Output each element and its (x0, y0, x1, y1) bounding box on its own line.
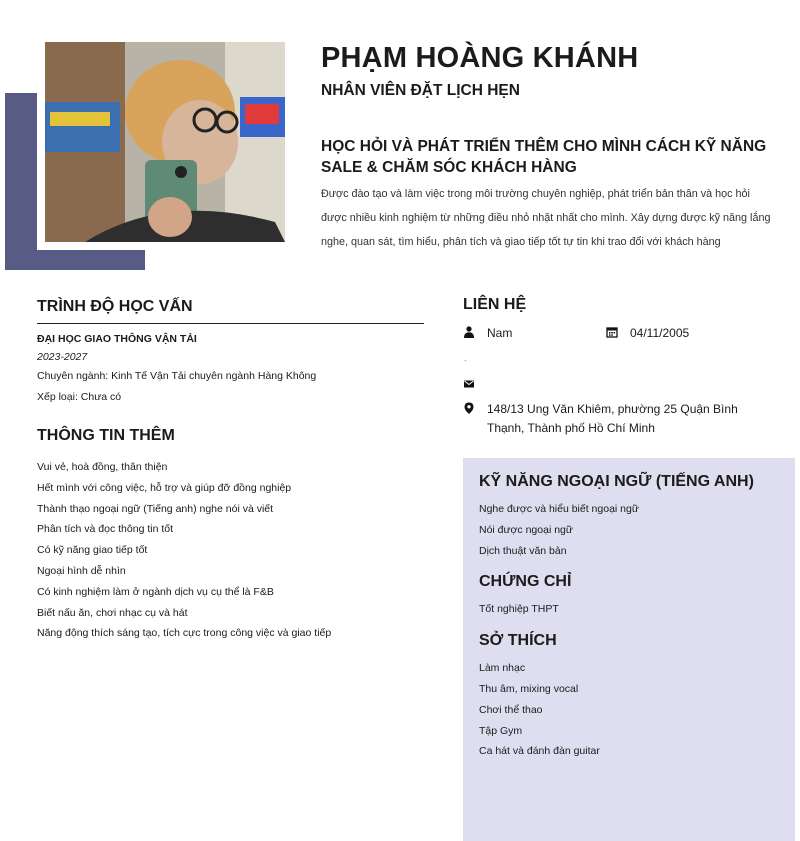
list-item: Tốt nghiệp THPT (479, 603, 559, 616)
more-info-section (37, 427, 437, 644)
person-icon (463, 324, 475, 338)
education-section (37, 298, 424, 405)
certificates-list (479, 599, 779, 620)
contact-address-row (463, 400, 763, 438)
contact-heading: LIÊN HỆ (463, 296, 527, 313)
list-item: Thành thạo ngoại ngữ (Tiếng anh) nghe nói và viết (37, 502, 274, 515)
list-item: Thu âm, mixing vocal (479, 682, 579, 695)
contact-section (463, 296, 783, 435)
job-title: NHÂN VIÊN ĐẶT LỊCH HẸN (321, 82, 520, 99)
calendar-icon (606, 324, 618, 338)
email-icon (463, 376, 475, 390)
education-grade: Xếp loại: Chưa có (37, 391, 122, 403)
contact-phone-row (463, 348, 487, 362)
education-years: 2023-2027 (37, 351, 88, 363)
contact-birthday-row (606, 324, 689, 343)
list-item: Phân tích và đọc thông tin tốt (37, 523, 174, 536)
list-item: Dịch thuật văn bản (479, 544, 567, 557)
list-item: Ngoại hình dễ nhìn (37, 564, 126, 577)
certificates-heading: CHỨNG CHỈ (479, 573, 572, 591)
contact-gender-row (463, 324, 512, 343)
hobbies-section (479, 632, 779, 762)
list-item: Biết nấu ăn, chơi nhạc cụ và hát (37, 606, 188, 619)
list-item: Tập Gym (479, 724, 523, 737)
languages-section (479, 473, 779, 561)
more-info-heading: THÔNG TIN THÊM (37, 427, 175, 444)
list-item: Vui vẻ, hoà đồng, thân thiện (37, 461, 168, 473)
more-info-list (37, 457, 437, 644)
profile-photo (37, 34, 293, 250)
education-major: Chuyên ngành: Kinh Tế Vận Tải chuyên ngành Hàng Không (37, 370, 317, 382)
list-item: Nghe được và hiểu biết ngoại ngữ (479, 503, 639, 515)
list-item: Có kỹ năng giao tiếp tốt (37, 544, 148, 557)
contact-gender: Nam (487, 326, 513, 340)
languages-heading: KỸ NĂNG NGOẠI NGỮ (TIẾNG ANH) (479, 473, 754, 490)
languages-list (479, 499, 779, 561)
contact-birthday: 04/11/2005 (630, 326, 690, 340)
candidate-name: PHẠM HOÀNG KHÁNH (321, 42, 639, 74)
education-heading: TRÌNH ĐỘ HỌC VẤN (37, 298, 424, 324)
hobbies-heading: SỞ THÍCH (479, 632, 557, 650)
objective-title: HỌC HỎI VÀ PHÁT TRIỂN THÊM CHO MÌNH CÁCH KỸ NĂNG SALE & CHĂM SÓC KHÁCH HÀNG (321, 138, 767, 176)
list-item: Ca hát và đánh đàn guitar (479, 745, 600, 758)
certificates-section (479, 573, 779, 620)
contact-email-row (463, 376, 487, 390)
skills-panel (463, 458, 795, 841)
list-item: Nói được ngoại ngữ (479, 523, 573, 536)
phone-icon (463, 348, 475, 362)
list-item: Hết mình với công việc, hỗ trợ và giúp đỡ đồng nghiệp (37, 481, 292, 494)
list-item: Có kinh nghiệm làm ở ngành dịch vụ cụ thể là F&B (37, 585, 274, 598)
education-school: ĐẠI HỌC GIAO THÔNG VẬN TẢI (37, 333, 197, 345)
list-item: Làm nhạc (479, 662, 526, 675)
hobbies-list (479, 658, 779, 762)
objective-text: Được đào tạo và làm việc trong môi trường chuyên nghiệp, phát triển bản thân và học hỏi được nhiều kinh nghiệm từ những điều nhỏ nhặt nhất cho mình. Xây dựng được kỹ năng lắng nghe, quan sát, tìm hiểu, phân tích và giao tiếp tốt tự tin khi trao đổi với khách hàng (321, 188, 771, 248)
contact-address: 148/13 Ung Văn Khiêm, phường 25 Quận Bình Thạnh, Thành phố Hồ Chí Minh (487, 402, 738, 435)
list-item: Chơi thể thao (479, 703, 543, 716)
list-item: Năng động thích sáng tạo, tích cực trong công việc và giao tiếp (37, 627, 332, 640)
location-pin-icon (463, 400, 475, 414)
